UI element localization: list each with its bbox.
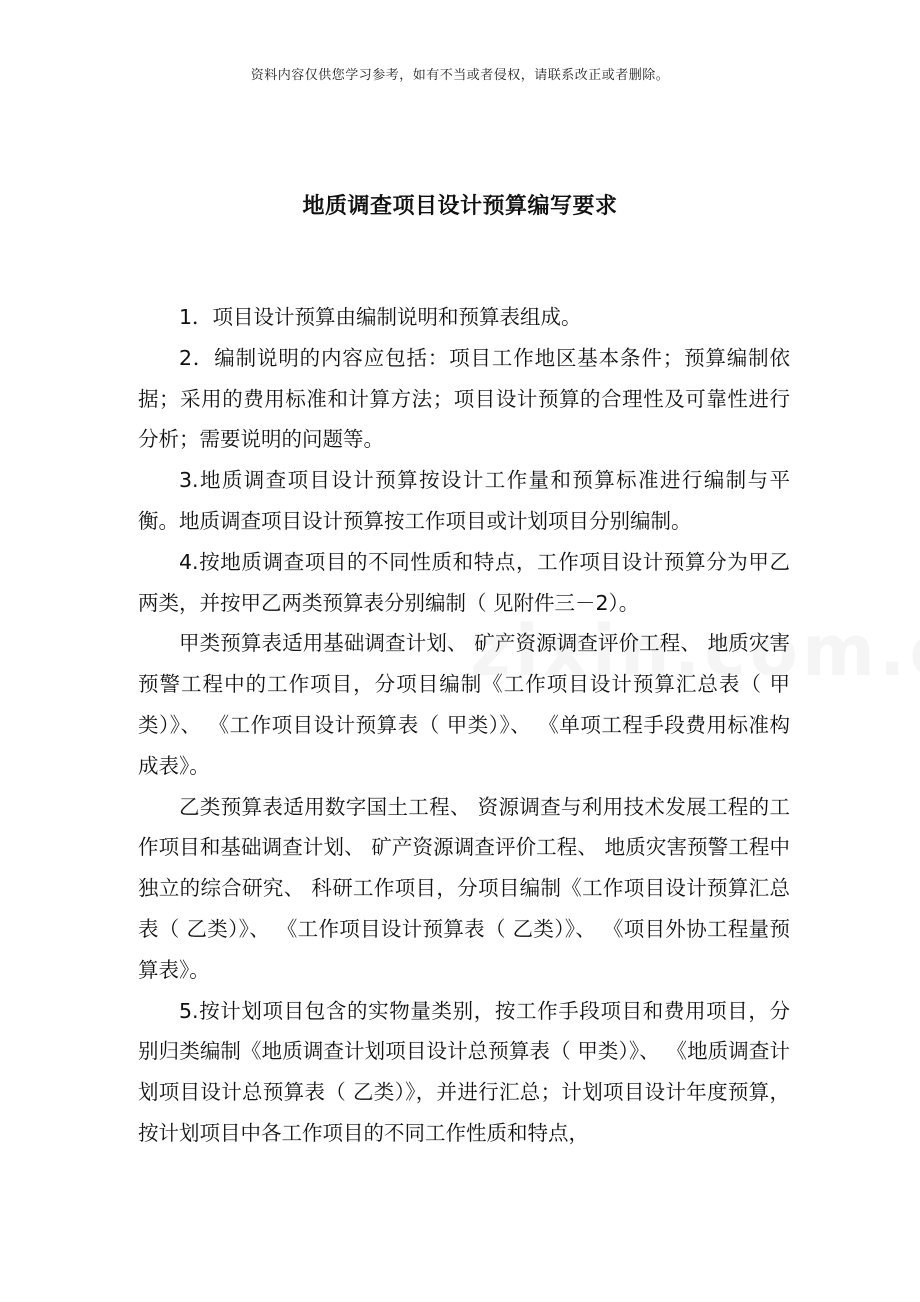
paragraph-2: 2．编制说明的内容应包括：项目工作地区基本条件；预算编制依据；采用的费用标准和计算方法；项目设计预算的合理性及可靠性进行分析；需要说明的问题等。 — [138, 345, 790, 452]
paragraph-3: 3.地质调查项目设计预算按设计工作量和预算标准进行编制与平衡。地质调查项目设计预算按工作项目或计划项目分别编制。 — [138, 468, 790, 533]
paragraph-5: 5.按计划项目包含的实物量类别，按工作手段项目和费用项目，分别归类编制《地质调查计划项目设计总预算表（ 甲类）》、 《地质调查计划项目设计总预算表（ 乙类）》，并进行汇总；计划项目设计年度预算，按计划项目中各工作项目的不同工作性质和特点， — [138, 998, 790, 1145]
paragraph-type-a: 甲类预算表适用基础调查计划、 矿产资源调查评价工程、 地质灾害预警工程中的工作项目，分项目编制《工作项目设计预算汇总表（ 甲类）》、 《工作项目设计预算表（ 甲类）》、 《单项工程手段费用标准构成表》。 — [138, 631, 790, 778]
paragraph-1: 1．项目设计预算由编制说明和预算表组成。 — [179, 305, 582, 329]
document-body — [138, 297, 790, 1154]
paragraph-4: 4.按地质调查项目的不同性质和特点，工作项目设计预算分为甲乙两类，并按甲乙两类预算表分别编制（ 见附件三－2）。 — [138, 549, 790, 615]
paragraph-type-b: 乙类预算表适用数字国土工程、 资源调查与利用技术发展工程的工作项目和基础调查计划、 矿产资源调查评价工程、 地质灾害预警工程中独立的综合研究、 科研工作项目，分项目编制《工作项目设计预算汇总表（ 乙类）》、 《工作项目设计预算表（ 乙类）》、 《项目外协工程量预算表》。 — [138, 794, 790, 982]
disclaimer-header: 资料内容仅供您学习参考，如有不当或者侵权，请联系改正或者删除。 — [250, 68, 670, 83]
document-title: 地质调查项目设计预算编写要求 — [302, 194, 618, 219]
